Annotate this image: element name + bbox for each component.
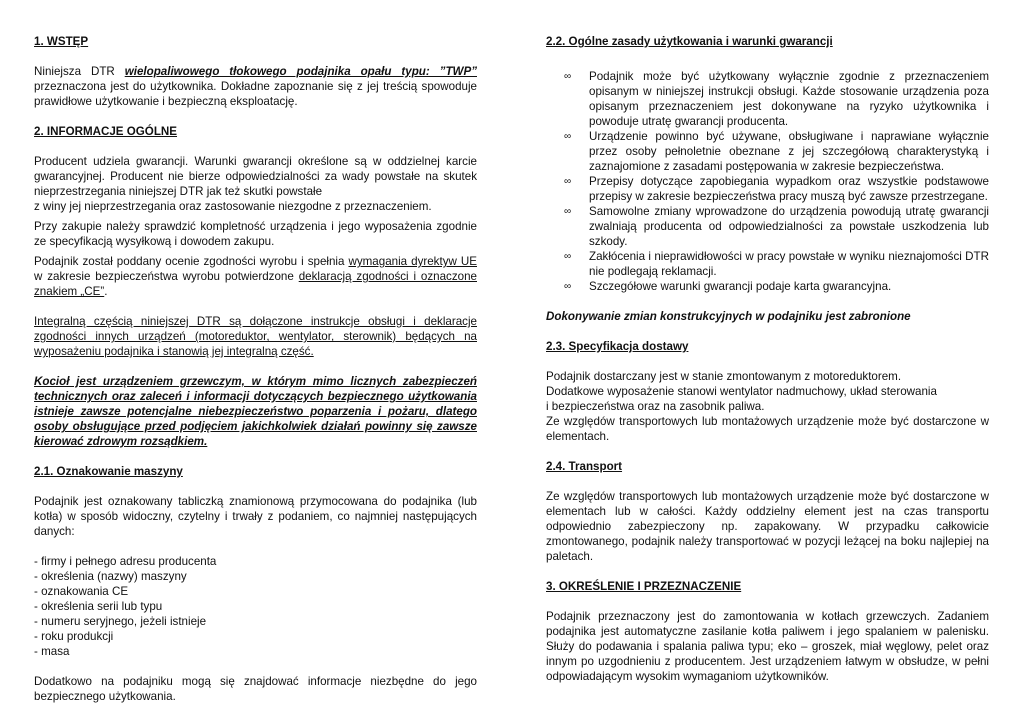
list-item: - określenia (nazwy) maszyny [34, 570, 187, 583]
list-item: - określenia serii lub typu [34, 600, 163, 613]
section-2-4-heading: 2.4. Transport [546, 460, 623, 473]
right-column [546, 34, 989, 684]
section-2-3-heading: 2.3. Specyfikacja dostawy [546, 340, 689, 353]
section-2-1-paragraph-1: Podajnik jest oznakowany tabliczką znamionową przymocowana do podajnika (lub kotła) w sposób widoczny, czytelny i trwały z podaniem, co najmniej następujących danych: [34, 495, 477, 538]
section-2-3-paragraph-3: Ze względów transportowych lub montażowych urządzenie może być dostarczone w elementach. [546, 415, 989, 443]
section-2-paragraph-3: Podajnik został poddany ocenie zgodności wyrobu i spełnia wymagania dyrektyw UE w zakresie bezpieczeństwa wyrobu potwierdzone deklaracją zgodności i oznaczone znakiem „CE”. [34, 255, 477, 298]
section-2-paragraph-4: Integralną częścią niniejszej DTR są dołączone instrukcje obsługi i deklaracje zgodności innych urządzeń (motoreduktor, wentylator, sterownik) będących na wyposażeniu podajnika i stanowią jej integralną część. [34, 315, 477, 358]
list-item: - numeru seryjnego, jeżeli istnieje [34, 615, 207, 628]
usage-rules-list [546, 69, 989, 294]
section-3-paragraph: Podajnik przeznaczony jest do zamontowania w kotłach grzewczych. Zadaniem podajnika jest automatyczne zasilanie kotła paliwem i jego spalaniem w palenisku. Służy do podawania i spalania paliwa typu; eko – groszek, miał węglowy, pelet oraz innym po uzgodnieniu z producentem. Jest urządzeniem łatwym w obsłudze, w pełni odpowiadającym wysokim wymaganiom użytkowników. [546, 610, 989, 683]
section-2-paragraph-2: Przy zakupie należy sprawdzić kompletność urządzenia i jego wyposażenia zgodnie ze specyfikacją wysyłkową i dowodem zakupu. [34, 220, 477, 248]
section-2-paragraph-1: Producent udziela gwarancji. Warunki gwarancji określone są w oddzielnej karcie gwarancyjnej. Producent nie bierze odpowiedzialności za wady powstałe na skutek nieprzestrzegania niniejszej DTR jak też skutki powstałe z winy jej nieprzestrzegania oraz zastosowanie niezgodne z przeznaczeniem. [34, 155, 477, 213]
list-item: ∞ Samowolne zmiany wprowadzone do urządzenia powodują utratę gwarancji zwalniają producenta od odpowiedzialności za powstałe uszkodzenia lub szkody. [564, 205, 989, 248]
section-1-heading: 1. WSTĘP [34, 35, 89, 48]
infinity-bullet-icon: ∞ [564, 251, 572, 262]
section-3-heading: 3. OKREŚLENIE I PRZEZNACZENIE [546, 580, 742, 593]
safety-warning: Kocioł jest urządzeniem grzewczym, w którym mimo licznych zabezpieczeń technicznych oraz zaleceń i informacji dotyczących bezpiecznego użytkowania istnieje zawsze potencjalne niebezpieczeństwo poparzenia i pożaru, dlatego osoby obsługujące przed podjęciem jakichkolwiek działań powinny się zawsze kierować zdrowym rozsądkiem. [34, 375, 477, 448]
infinity-bullet-icon: ∞ [564, 71, 572, 82]
section-2-4-paragraph: Ze względów transportowych lub montażowych urządzenie może być dostarczone w elementach lub w całości. Każdy oddzielny element jest na czas transportu odpowiednio zabezpieczony np. zapakowany. W przypadku całkowicie zmontowanego, podajnik należy transportować w pozycji leżącej na boku najlepiej na paletach. [546, 490, 989, 563]
nameplate-data-list [34, 554, 477, 659]
infinity-bullet-icon: ∞ [564, 131, 572, 142]
list-item: - masa [34, 645, 70, 658]
section-1-paragraph: Niniejsza DTR wielopaliwowego tłokowego podajnika opału typu: ”TWP” przeznaczona jest do użytkownika. Dokładne zapoznanie się z jej treścią spowoduje prawidłowe użytkowanie i bezpieczną eksploatację. [34, 65, 477, 108]
list-item: - oznakowania CE [34, 585, 129, 598]
infinity-bullet-icon: ∞ [564, 206, 572, 217]
list-item: ∞ Przepisy dotyczące zapobiegania wypadkom oraz wszystkie podstawowe przepisy w zakresie bezpieczeństwa pracy muszą być zawsze przestrzegane. [564, 175, 989, 203]
list-item: - firmy i pełnego adresu producenta [34, 555, 217, 568]
list-item: ∞ Zakłócenia i nieprawidłowości w pracy powstałe w wyniku nieznajomości DTR nie podlegają reklamacji. [564, 250, 989, 278]
left-column [34, 34, 477, 704]
list-item: ∞ Podajnik może być użytkowany wyłącznie zgodnie z przeznaczeniem opisanym w niniejszej instrukcji obsługi. Każde stosowanie urządzenia poza opisanym przeznaczeniem jest dokonywane na ryzyko użytkownika i powoduje utratę gwarancji producenta. [564, 70, 989, 128]
list-item: ∞ Urządzenie powinno być używane, obsługiwane i naprawiane wyłącznie przez osoby pełnoletnie obeznane z jej szczegółową charakterystyką i zaznajomione z zasadami postępowania w zakresie bezpieczeństwa. [564, 130, 989, 173]
list-item: - roku produkcji [34, 630, 114, 643]
product-name: wielopaliwowego tłokowego podajnika opału typu: ”TWP” [124, 65, 477, 78]
section-2-3-paragraph-2: Dodatkowe wyposażenie stanowi wentylator nadmuchowy, układ sterowania i bezpieczeństwa oraz na zasobnik paliwa. [546, 385, 937, 413]
section-2-3-paragraph-1: Podajnik dostarczany jest w stanie zmontowanym z motoreduktorem. [546, 370, 902, 383]
section-2-1-paragraph-2: Dodatkowo na podajniku mogą się znajdować informacje niezbędne do jego bezpiecznego użytkowania. [34, 675, 477, 703]
section-2-2-heading: 2.2. Ogólne zasady użytkowania i warunki gwarancji [546, 35, 833, 48]
modification-ban-note: Dokonywanie zmian konstrukcyjnych w podajniku jest zabronione [546, 310, 911, 323]
section-2-1-heading: 2.1. Oznakowanie maszyny [34, 465, 183, 478]
section-2-heading: 2. INFORMACJE OGÓLNE [34, 125, 178, 138]
list-item: ∞ Szczegółowe warunki gwarancji podaje karta gwarancyjna. [564, 280, 892, 293]
infinity-bullet-icon: ∞ [564, 281, 572, 292]
infinity-bullet-icon: ∞ [564, 176, 572, 187]
